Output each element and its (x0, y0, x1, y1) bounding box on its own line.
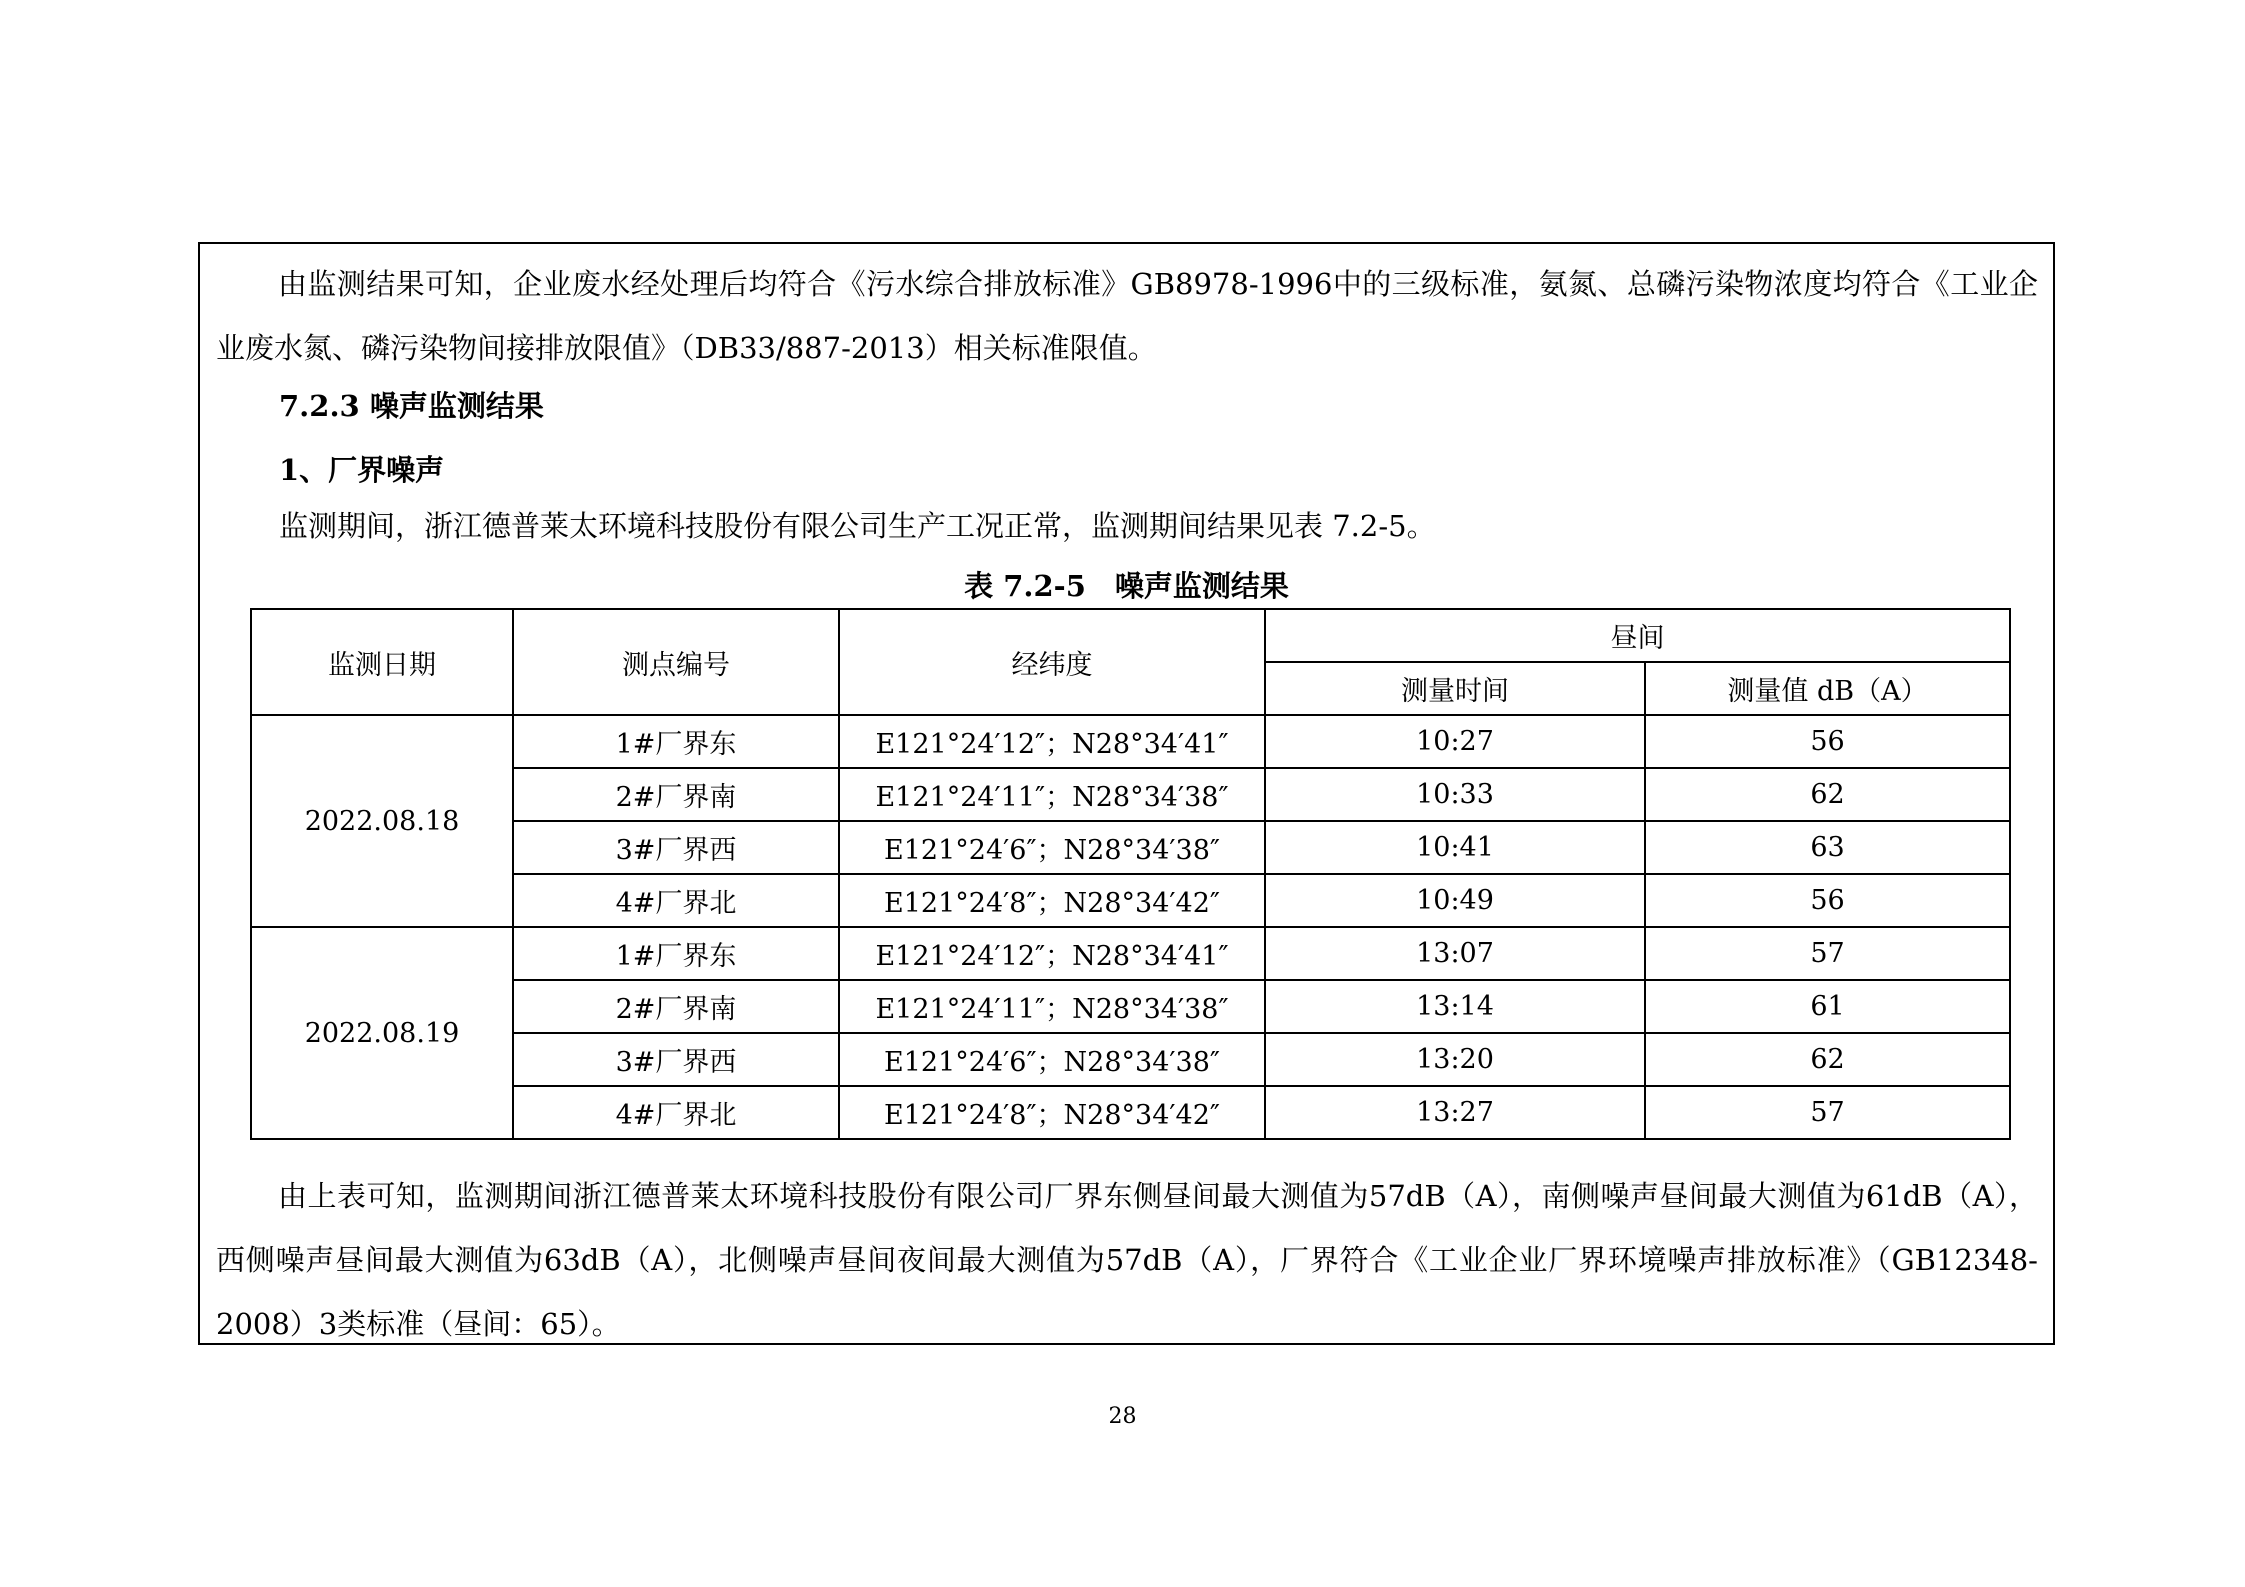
subsection-heading: 1、厂界噪声 (279, 453, 445, 487)
point-cell: 1#厂界东 (513, 715, 839, 768)
table-row (251, 1086, 2010, 1139)
time-cell: 10:33 (1265, 768, 1645, 821)
paragraph-wastewater-conclusion: 由监测结果可知，企业废水经处理后均符合《污水综合排放标准》GB8978-1996中的三级标准，氨氮、总磷污染物浓度均符合《工业企业废水氮、磷污染物间接排放限值》（DB33/887-2013）相关标准限值。 (216, 267, 2038, 365)
value-cell: 57 (1645, 1086, 2010, 1139)
content-frame (198, 242, 2055, 1345)
value-cell: 63 (1645, 821, 2010, 874)
point-cell: 4#厂界北 (513, 1086, 839, 1139)
coord-cell: E121°24′12″；N28°34′41″ (839, 715, 1265, 768)
point-cell: 2#厂界南 (513, 980, 839, 1033)
point-cell: 3#厂界西 (513, 821, 839, 874)
time-cell: 10:27 (1265, 715, 1645, 768)
point-cell: 1#厂界东 (513, 927, 839, 980)
section-heading: 7.2.3 噪声监测结果 (279, 389, 544, 423)
header-value: 测量值 dB（A） (1645, 662, 2010, 715)
table-row (251, 821, 2010, 874)
table-row (251, 927, 2010, 980)
date-cell: 2022.08.19 (251, 927, 513, 1139)
table-row (251, 980, 2010, 1033)
value-cell: 57 (1645, 927, 2010, 980)
point-cell: 3#厂界西 (513, 1033, 839, 1086)
noise-conclusion-paragraph: 由上表可知，监测期间浙江德普莱太环境科技股份有限公司厂界东侧昼间最大测值为57dB（A），南侧噪声昼间最大测值为61dB（A），西侧噪声昼间最大测值为63dB（A），北侧噪声昼间夜间最大测值为57dB（A），厂界符合《工业企业厂界环境噪声排放标准》（GB12348-2008）3类标准（昼间：65）。 (216, 1179, 2038, 1341)
coord-cell: E121°24′6″；N28°34′38″ (839, 821, 1265, 874)
header-date: 监测日期 (251, 609, 513, 715)
header-time: 测量时间 (1265, 662, 1645, 715)
time-cell: 13:07 (1265, 927, 1645, 980)
coord-cell: E121°24′11″；N28°34′38″ (839, 768, 1265, 821)
value-cell: 56 (1645, 715, 2010, 768)
coord-cell: E121°24′8″；N28°34′42″ (839, 874, 1265, 927)
coord-cell: E121°24′12″；N28°34′41″ (839, 927, 1265, 980)
point-cell: 4#厂界北 (513, 874, 839, 927)
table-row (251, 768, 2010, 821)
coord-cell: E121°24′11″；N28°34′38″ (839, 980, 1265, 1033)
intro-paragraph: 监测期间，浙江德普莱太环境科技股份有限公司生产工况正常，监测期间结果见表 7.2-5。 (279, 509, 1436, 543)
time-cell: 13:27 (1265, 1086, 1645, 1139)
time-cell: 10:41 (1265, 821, 1645, 874)
value-cell: 62 (1645, 768, 2010, 821)
table-caption: 表 7.2-5 噪声监测结果 (964, 569, 1289, 603)
table-row (251, 715, 2010, 768)
table-row (251, 1033, 2010, 1086)
header-coord: 经纬度 (839, 609, 1265, 715)
page-number: 28 (1108, 1404, 1137, 1429)
value-cell: 62 (1645, 1033, 2010, 1086)
date-cell: 2022.08.18 (251, 715, 513, 927)
value-cell: 56 (1645, 874, 2010, 927)
header-point: 测点编号 (513, 609, 839, 715)
value-cell: 61 (1645, 980, 2010, 1033)
noise-results-table (250, 608, 2011, 1140)
point-cell: 2#厂界南 (513, 768, 839, 821)
time-cell: 13:14 (1265, 980, 1645, 1033)
coord-cell: E121°24′8″；N28°34′42″ (839, 1086, 1265, 1139)
time-cell: 13:20 (1265, 1033, 1645, 1086)
time-cell: 10:49 (1265, 874, 1645, 927)
table-row (251, 874, 2010, 927)
header-daytime: 昼间 (1265, 609, 2010, 662)
coord-cell: E121°24′6″；N28°34′38″ (839, 1033, 1265, 1086)
